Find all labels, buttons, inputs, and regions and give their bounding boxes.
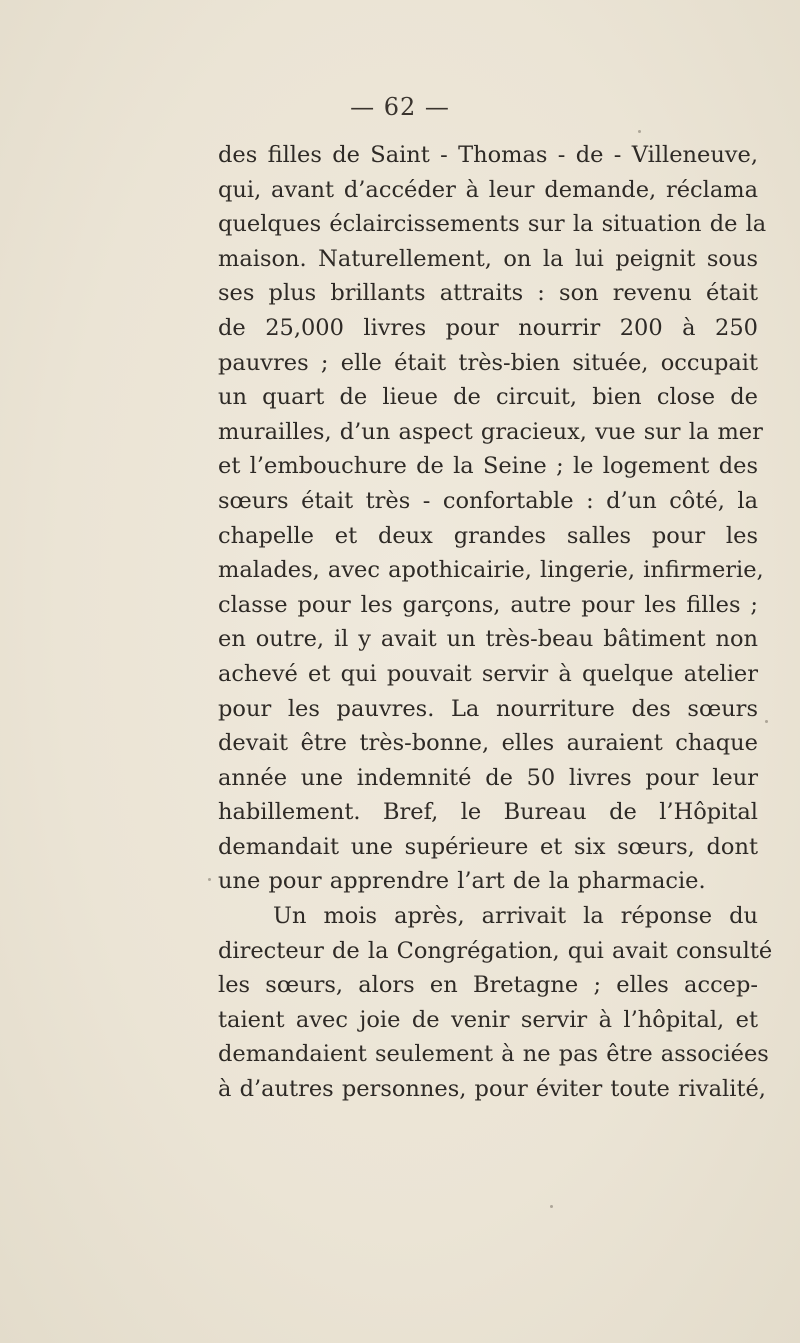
paper-speck bbox=[638, 130, 641, 133]
text-line: pauvres ; elle était très-bien située, occupait bbox=[218, 349, 758, 376]
text-line: qui, avant d’accéder à leur demande, réclama bbox=[218, 176, 758, 203]
text-line: demandaient seulement à ne pas être associées bbox=[218, 1041, 769, 1068]
body-text bbox=[218, 138, 773, 1107]
text-line: devait être très-bonne, elles auraient chaque bbox=[218, 730, 758, 757]
text-line: murailles, d’un aspect gracieux, vue sur la mer bbox=[218, 418, 763, 445]
text-line: chapelle et deux grandes salles pour les bbox=[218, 522, 758, 549]
text-line: un quart de lieue de circuit, bien close de bbox=[218, 384, 758, 411]
text-line: ses plus brillants attraits : son revenu était bbox=[218, 280, 758, 307]
text-line: malades, avec apothicairie, lingerie, infirmerie, bbox=[218, 557, 764, 584]
text-line: de 25,000 livres pour nourrir 200 à 250 bbox=[218, 314, 758, 341]
text-line: à d’autres personnes, pour éviter toute rivalité, bbox=[218, 1076, 766, 1103]
text-line: sœurs était très - confortable : d’un côté, la bbox=[218, 487, 758, 514]
text-line: et l’embouchure de la Seine ; le logement des bbox=[218, 453, 758, 480]
page-number: — 62 — bbox=[350, 93, 450, 121]
text-line: achevé et qui pouvait servir à quelque atelier bbox=[218, 660, 758, 687]
text-line: taient avec joie de venir servir à l’hôpital, et bbox=[218, 1006, 758, 1033]
text-line: habillement. Bref, le Bureau de l’Hôpital bbox=[218, 799, 758, 826]
text-line: les sœurs, alors en Bretagne ; elles accep- bbox=[218, 972, 758, 999]
text-line: classe pour les garçons, autre pour les filles ; bbox=[218, 591, 758, 618]
text-line: maison. Naturellement, on la lui peignit sous bbox=[218, 245, 758, 272]
text-line: pour les pauvres. La nourriture des sœurs bbox=[218, 695, 758, 722]
paper-speck bbox=[550, 1205, 553, 1208]
text-line: des filles de Saint - Thomas - de - Villeneuve, bbox=[218, 142, 758, 168]
text-line: une pour apprendre l’art de la pharmacie. bbox=[218, 868, 706, 895]
paper-speck bbox=[765, 720, 768, 723]
text-line: directeur de la Congrégation, qui avait consulté bbox=[218, 937, 773, 964]
text-line: demandait une supérieure et six sœurs, dont bbox=[218, 833, 758, 860]
text-line: quelques éclaircissements sur la situation de la bbox=[218, 211, 767, 238]
paper-speck bbox=[208, 878, 211, 881]
text-line: année une indemnité de 50 livres pour leur bbox=[218, 764, 758, 791]
text-line: en outre, il y avait un très-beau bâtiment non bbox=[218, 626, 758, 653]
paragraph-first-line: Un mois après, arrivait la réponse du bbox=[273, 903, 758, 930]
